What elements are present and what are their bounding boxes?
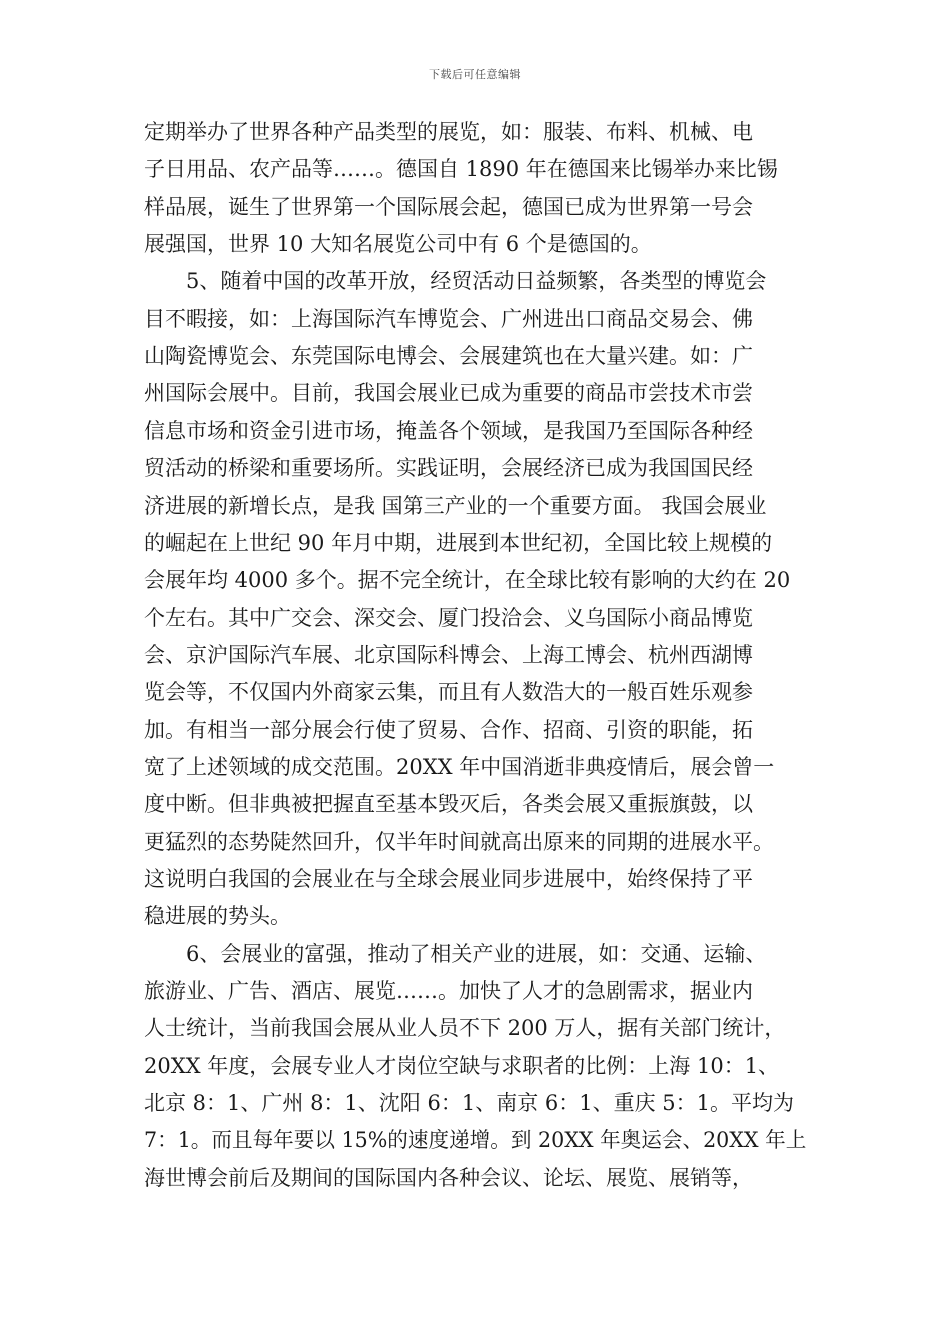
text-line: 加。有相当一部分展会行使了贸易、合作、招商、引资的职能，拓: [144, 717, 753, 742]
text-line: 5、随着中国的改革开放，经贸活动日益频繁，各类型的博览会: [144, 269, 767, 294]
text-line: 稳进展的势头。: [144, 904, 291, 929]
text-line: 子日用品、农产品等……。德国自 1890 年在德国来比锡举办来比锡: [144, 157, 778, 182]
text-line: 济进展的新增长点，是我 国第三产业的一个重要方面。 我国会展业: [144, 493, 767, 518]
text-line: 个左右。其中广交会、深交会、厦门投洽会、义乌国际小商品博览: [144, 605, 753, 630]
text-line: 定期举办了世界各种产品类型的展览，如：服装、布料、机械、电: [144, 120, 753, 144]
text-line: 人士统计，当前我国会展从业人员不下 200 万人，据有关部门统计，: [144, 1016, 786, 1041]
text-line: 更猛烈的态势陡然回升，仅半年时间就高出原来的同期的进展水平。: [144, 829, 774, 854]
text-line: 的崛起在上世纪 90 年月中期，进展到本世纪初，全国比较上规模的: [144, 530, 773, 555]
page-header: 下载后可任意编辑: [429, 68, 521, 81]
text-line: 宽了上述领域的成交范围。20XX 年中国消逝非典疫情后，展会曾一: [144, 754, 775, 779]
text-line: 度中断。但非典被把握直至基本毁灭后，各类会展又重振旗鼓，以: [144, 792, 753, 817]
text-line: 展强国，世界 10 大知名展览公司中有 6 个是德国的。: [144, 232, 652, 257]
text-line: 目不暇接，如：上海国际汽车博览会、广州进出口商品交易会、佛: [144, 306, 753, 331]
text-line: 海世博会前后及期间的国际国内各种会议、论坛、展览、展销等，: [144, 1165, 753, 1190]
text-line: 会、京沪国际汽车展、北京国际科博会、上海工博会、杭州西湖博: [144, 642, 753, 667]
text-line: 信息市场和资金引进市场，掩盖各个领域，是我国乃至国际各种经: [144, 418, 753, 443]
text-line: 20XX 年度，会展专业人才岗位空缺与求职者的比例：上海 10：1、: [144, 1053, 780, 1078]
text-line: 贸活动的桥梁和重要场所。实践证明，会展经济已成为我国国民经: [144, 456, 753, 481]
text-line: 这说明白我国的会展业在与全球会展业同步进展中，始终保持了平: [144, 867, 753, 891]
text-line: 北京 8：1、广州 8：1、沈阳 6：1、南京 6：1、重庆 5：1。平均为: [144, 1091, 794, 1116]
text-line: 会展年均 4000 多个。据不完全统计，在全球比较有影响的大约在 20: [144, 568, 791, 593]
text-line: 7：1。而且每年要以 15%的速度递增。到 20XX 年奥运会、20XX 年上: [144, 1128, 807, 1153]
text-line: 旅游业、广告、酒店、展览……。加快了人才的急剧需求，据业内: [144, 979, 753, 1004]
text-line: 览会等，不仅国内外商家云集，而且有人数浩大的一般百姓乐观参: [144, 680, 753, 705]
text-line: 山陶瓷博览会、东莞国际电博会、会展建筑也在大量兴建。如：广: [144, 344, 753, 369]
text-line: 6、会展业的富强，推动了相关产业的进展，如：交通、运输、: [144, 941, 767, 966]
text-line: 样品展，诞生了世界第一个国际展会起，德国已成为世界第一号会: [144, 194, 753, 219]
text-line: 州国际会展中。目前，我国会展业已成为重要的商品市尝技术市尝: [144, 381, 753, 406]
